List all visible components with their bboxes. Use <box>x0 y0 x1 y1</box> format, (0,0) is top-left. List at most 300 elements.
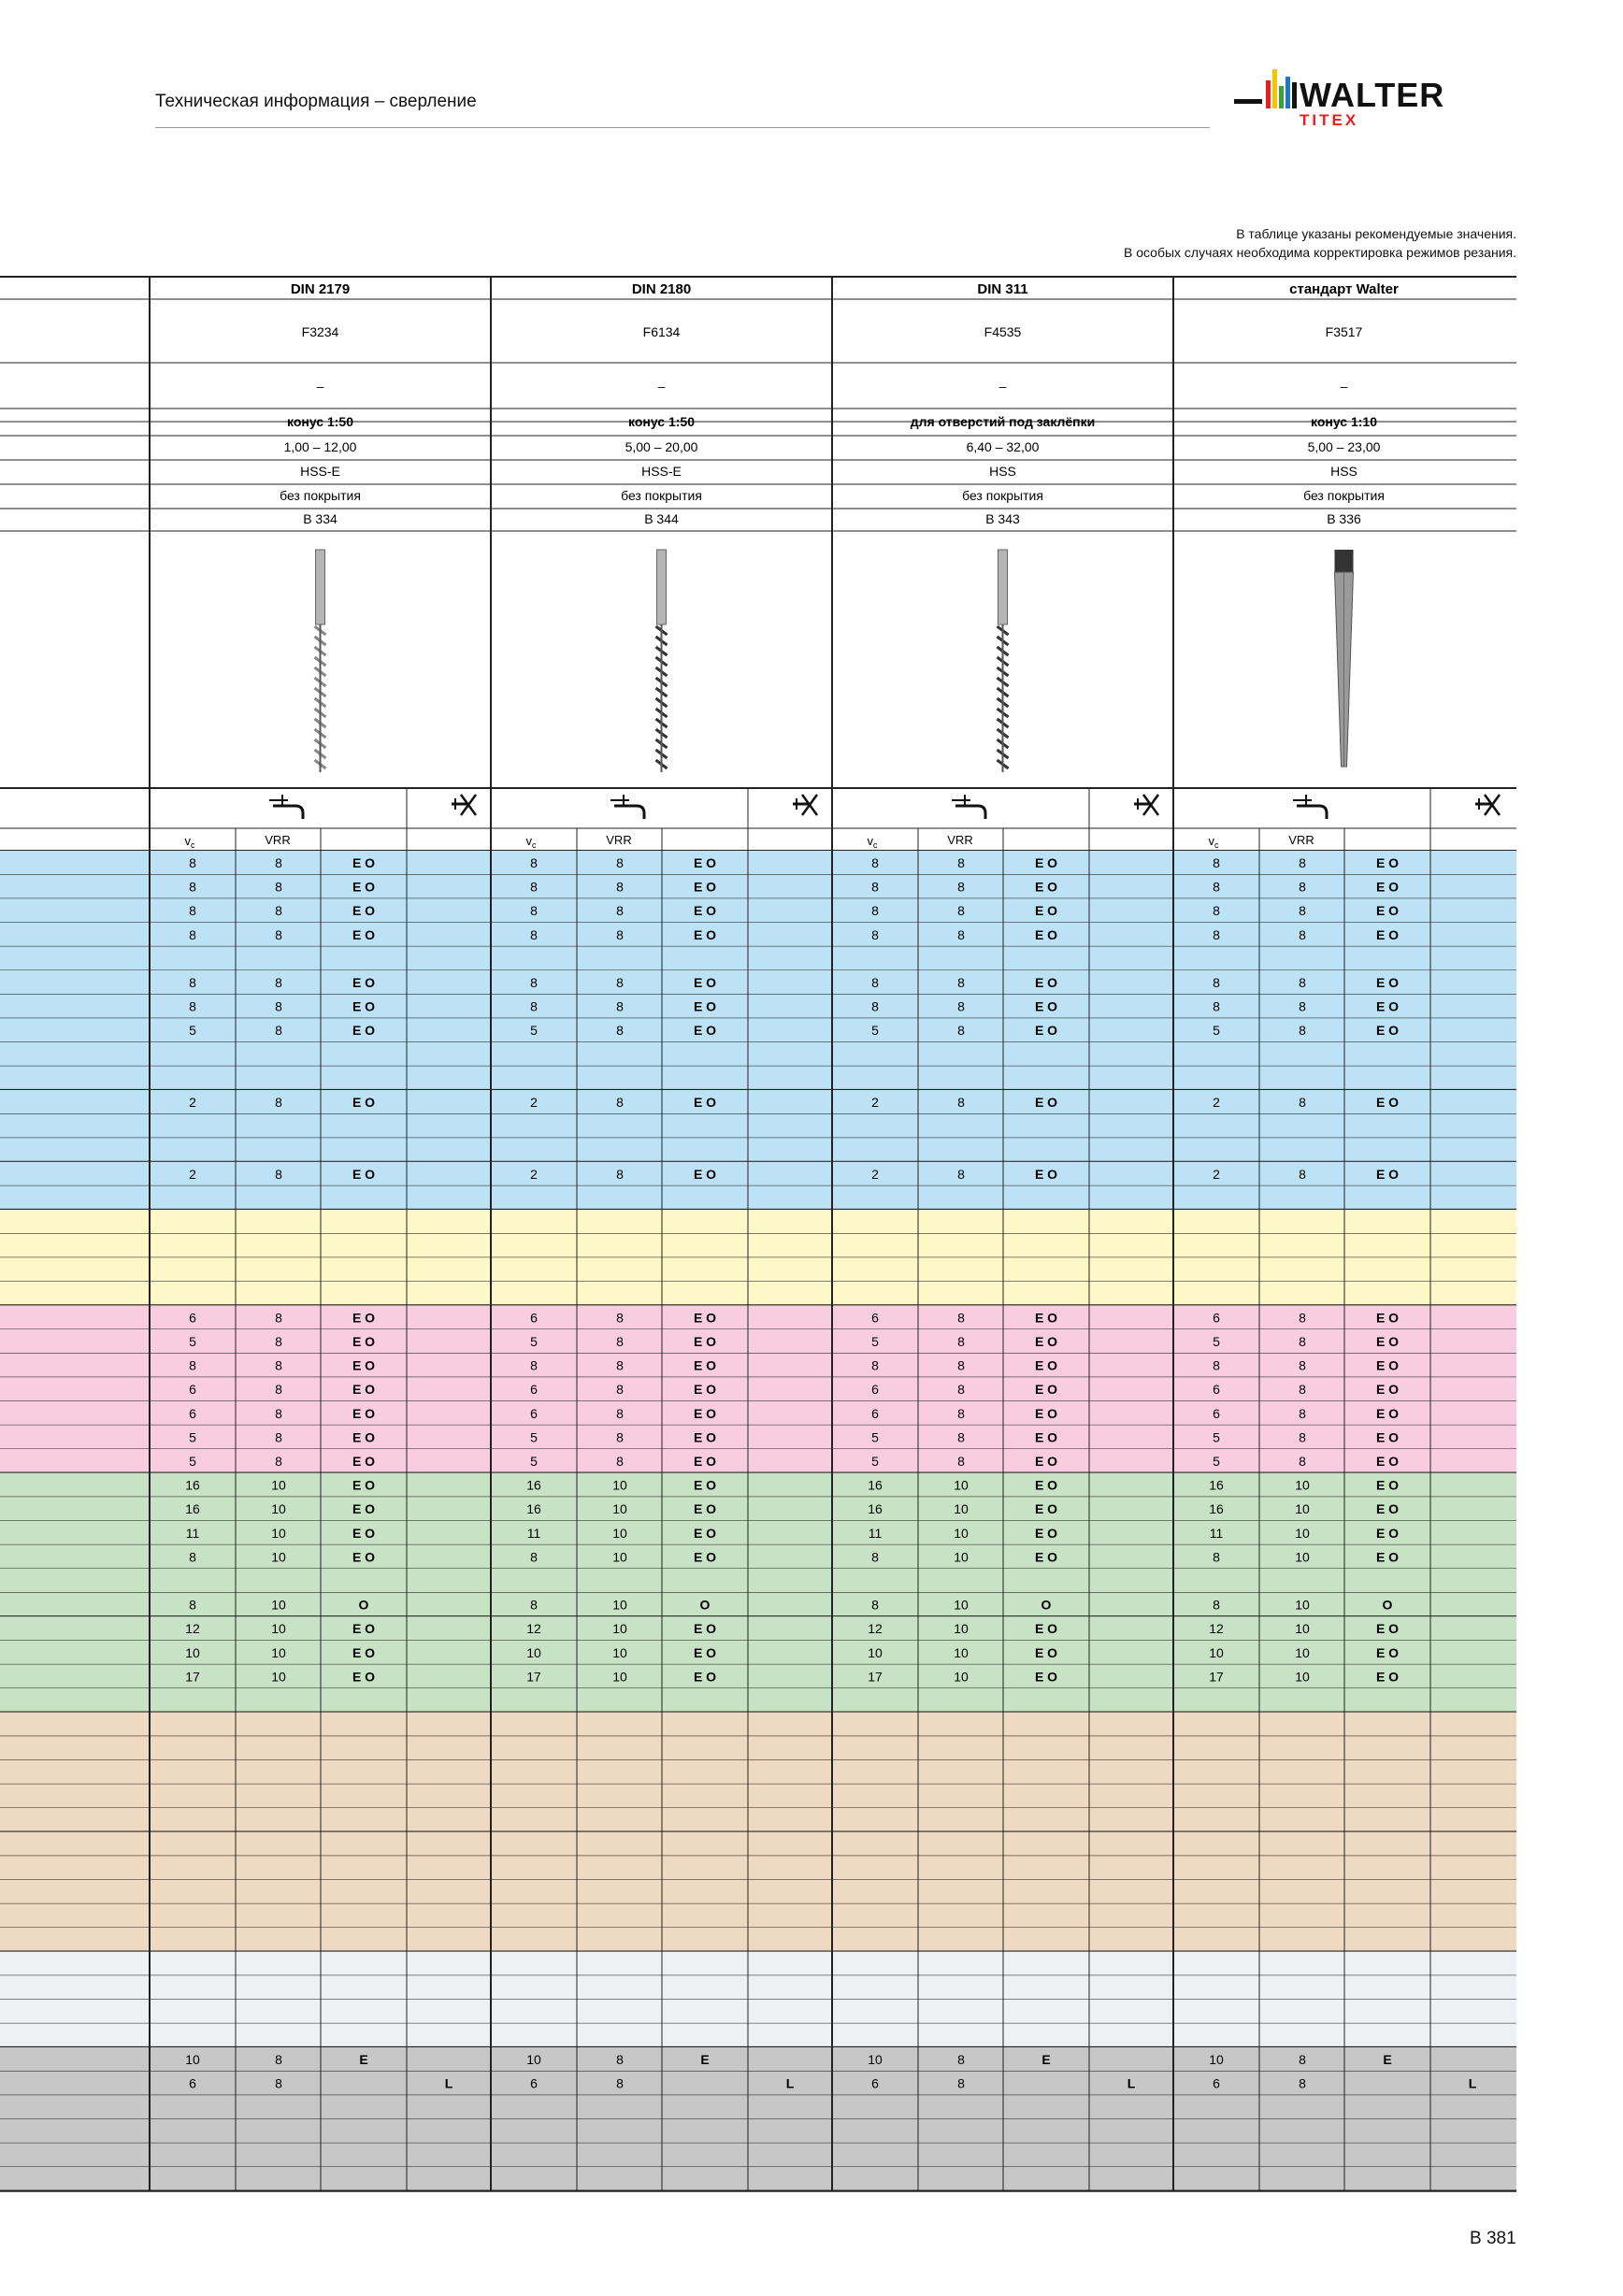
cell-vrr: 10 <box>954 1549 969 1565</box>
reamer-tool-image <box>1335 550 1354 767</box>
cell-dry-code: L <box>444 2075 453 2091</box>
cell-vrr: 10 <box>612 1644 627 1660</box>
cell-coolant-code: E O <box>352 1357 376 1373</box>
cell-vrr: 8 <box>1299 926 1306 942</box>
cell-vrr: 10 <box>612 1669 627 1685</box>
cell-vc: 16 <box>868 1477 883 1493</box>
cell-dry-code: L <box>785 2075 795 2091</box>
cell-coolant-code: E O <box>1034 1095 1058 1110</box>
cell-vc: 10 <box>1209 1644 1224 1660</box>
table-row-background <box>0 1329 1516 1354</box>
product-dash: – <box>1340 379 1348 394</box>
cell-coolant-code: E O <box>352 879 376 895</box>
cell-vc: 8 <box>530 926 538 942</box>
table-row-background <box>0 970 1516 995</box>
product-type: конус 1:50 <box>628 414 695 429</box>
cell-coolant-code: E O <box>693 1357 717 1373</box>
cell-vc: 10 <box>868 2052 883 2067</box>
cell-vrr: 10 <box>271 1669 286 1685</box>
cell-vc: 8 <box>1213 975 1220 990</box>
cell-coolant-code: E O <box>1034 1669 1058 1685</box>
cell-vrr: 8 <box>616 926 624 942</box>
cell-vrr: 8 <box>616 1382 624 1398</box>
table-row-background <box>0 1593 1516 1617</box>
cell-vc: 8 <box>530 975 538 990</box>
cell-coolant-code: E O <box>1375 879 1400 895</box>
cell-vrr: 8 <box>616 1095 624 1110</box>
table-row-background <box>0 1282 1516 1306</box>
product-code: F4535 <box>984 324 1022 339</box>
cell-vc: 5 <box>1213 1429 1220 1445</box>
cell-vrr: 8 <box>275 903 282 919</box>
cell-vrr: 8 <box>616 975 624 990</box>
coolant-tap-icon <box>269 795 303 819</box>
product-range: 1,00 – 12,00 <box>283 439 357 454</box>
cell-coolant-code: E O <box>352 903 376 919</box>
cell-vrr: 10 <box>271 1644 286 1660</box>
table-row-background <box>0 1162 1516 1186</box>
cell-vc: 5 <box>871 1334 879 1349</box>
cell-vrr: 10 <box>1295 1549 1310 1565</box>
cell-vc: 5 <box>1213 1454 1220 1469</box>
cell-dry-code: L <box>1468 2075 1477 2091</box>
cell-vrr: 8 <box>1299 1454 1306 1469</box>
cell-vc: 6 <box>530 1382 538 1398</box>
cell-coolant-code: E O <box>352 926 376 942</box>
cell-coolant-code: E O <box>693 1549 717 1565</box>
cell-vc: 8 <box>530 879 538 895</box>
table-row-background <box>0 875 1516 899</box>
cell-vc: 8 <box>871 998 879 1014</box>
product-dash: – <box>657 379 666 394</box>
cell-coolant-code: E O <box>1375 1501 1400 1517</box>
cell-vrr: 10 <box>1295 1669 1310 1685</box>
table-row-background <box>0 1090 1516 1114</box>
cell-coolant-code: E O <box>352 1525 376 1541</box>
cell-coolant-code: E O <box>352 1023 376 1039</box>
cell-coolant-code: E O <box>693 998 717 1014</box>
cell-vc: 10 <box>185 1644 200 1660</box>
cell-vrr: 10 <box>1295 1501 1310 1517</box>
cell-coolant-code: E O <box>1375 1310 1400 1326</box>
cell-coolant-code: E O <box>1375 1166 1400 1182</box>
cell-vc: 8 <box>189 998 196 1014</box>
cell-vrr: 8 <box>957 1095 965 1110</box>
cell-vc: 17 <box>1209 1669 1224 1685</box>
cell-coolant-code: E O <box>1034 879 1058 895</box>
product-dash: – <box>998 379 1007 394</box>
cell-coolant-code: E O <box>1375 1095 1400 1110</box>
cell-vc: 2 <box>1213 1095 1220 1110</box>
table-row-background <box>0 1688 1516 1713</box>
cell-coolant-code: E O <box>1034 1310 1058 1326</box>
table-row-background <box>0 1808 1516 1832</box>
note-line-2: В особых случаях необходима корректировка режимов резания. <box>1123 245 1516 260</box>
cell-vc: 6 <box>1213 1382 1220 1398</box>
cell-coolant-code: E O <box>1375 1405 1400 1421</box>
cell-coolant-code: E O <box>1034 1454 1058 1469</box>
cell-coolant-code: E O <box>352 855 376 870</box>
cell-coolant-code: E O <box>693 975 717 990</box>
reamer-tool-image <box>998 550 1009 772</box>
cell-vc: 5 <box>189 1334 196 1349</box>
cell-vrr: 8 <box>1299 1334 1306 1349</box>
product-type: конус 1:50 <box>287 414 353 429</box>
svg-text:WALTER: WALTER <box>1300 76 1445 114</box>
coolant-tap-icon <box>952 795 985 819</box>
table-row-background <box>0 851 1516 875</box>
cell-coolant-code: E <box>700 2052 710 2067</box>
cell-vrr: 8 <box>1299 1095 1306 1110</box>
table-row-background <box>0 2119 1516 2144</box>
cell-vc: 8 <box>530 1549 538 1565</box>
cell-vrr: 8 <box>957 1405 965 1421</box>
cell-vrr: 8 <box>616 879 624 895</box>
cell-vrr: 8 <box>275 2052 282 2067</box>
reamer-tool-image <box>315 550 326 772</box>
cell-vrr: 10 <box>1295 1621 1310 1637</box>
table-row-background <box>0 1713 1516 1737</box>
cell-vrr: 10 <box>612 1525 627 1541</box>
cell-vrr: 8 <box>957 903 965 919</box>
cell-vc: 6 <box>189 2075 196 2091</box>
cell-vc: 5 <box>530 1023 538 1039</box>
table-row-background <box>0 1664 1516 1688</box>
vrr-subheader: VRR <box>265 833 291 847</box>
cell-vrr: 10 <box>954 1621 969 1637</box>
cell-vrr: 8 <box>957 998 965 1014</box>
cell-vc: 8 <box>189 1357 196 1373</box>
table-row-background <box>0 1760 1516 1785</box>
cell-coolant-code: E O <box>1034 1405 1058 1421</box>
cell-vrr: 10 <box>612 1549 627 1565</box>
cell-coolant-code: E O <box>693 1382 717 1398</box>
cell-vrr: 10 <box>612 1621 627 1637</box>
cell-coolant-code: E O <box>1375 1525 1400 1541</box>
cell-vrr: 8 <box>275 1357 282 1373</box>
cell-coolant-code: E O <box>693 903 717 919</box>
cell-coolant-code: E O <box>352 1310 376 1326</box>
cell-coolant-code: E O <box>693 1405 717 1421</box>
cell-vrr: 8 <box>275 1429 282 1445</box>
cell-vc: 8 <box>189 855 196 870</box>
cell-coolant-code: E O <box>693 1429 717 1445</box>
cell-coolant-code: E O <box>352 975 376 990</box>
cell-vc: 2 <box>530 1166 538 1182</box>
page-header-title: Техническая информация – сверление <box>155 92 477 111</box>
cell-vrr: 8 <box>1299 1023 1306 1039</box>
product-material: HSS-E <box>641 464 682 479</box>
cell-vc: 5 <box>189 1023 196 1039</box>
cell-vc: 12 <box>868 1621 883 1637</box>
table-row-background <box>0 1832 1516 1857</box>
cell-coolant-code: E O <box>1375 1382 1400 1398</box>
table-row-background <box>0 1138 1516 1162</box>
cell-coolant-code: E O <box>352 1549 376 1565</box>
reamer-tool-image <box>656 550 668 772</box>
table-row-background <box>0 1018 1516 1042</box>
cell-coolant-code: E O <box>693 926 717 942</box>
table-row-background <box>0 995 1516 1019</box>
cell-coolant-code: E O <box>693 1477 717 1493</box>
cell-vc: 5 <box>530 1334 538 1349</box>
cell-vrr: 8 <box>1299 975 1306 990</box>
vrr-subheader: VRR <box>606 833 632 847</box>
cell-coolant-code: E O <box>1375 855 1400 870</box>
cell-vc: 12 <box>526 1621 541 1637</box>
cell-vrr: 8 <box>1299 2052 1306 2067</box>
cell-vc: 11 <box>1209 1525 1224 1541</box>
product-material: HSS <box>989 464 1016 479</box>
cell-vc: 8 <box>530 1357 538 1373</box>
cell-vc: 10 <box>868 1644 883 1660</box>
dry-no-coolant-icon <box>793 795 817 815</box>
cell-coolant-code: E O <box>693 1669 717 1685</box>
cell-coolant-code: E O <box>1375 1357 1400 1373</box>
table-row-background <box>0 2000 1516 2024</box>
cell-coolant-code: E O <box>1034 1501 1058 1517</box>
cell-coolant-code: E O <box>1034 998 1058 1014</box>
cell-vc: 8 <box>530 855 538 870</box>
cell-vc: 5 <box>189 1454 196 1469</box>
cell-vc: 8 <box>1213 1357 1220 1373</box>
cell-coolant-code: E O <box>1375 1334 1400 1349</box>
table-row-background <box>0 1616 1516 1641</box>
cell-coolant-code: E O <box>1034 855 1058 870</box>
product-type: для отверстий под заклёпки <box>910 414 1096 429</box>
table-row-background <box>0 1210 1516 1234</box>
cell-coolant-code: E O <box>1034 1644 1058 1660</box>
table-row-background <box>0 1784 1516 1808</box>
cell-vc: 8 <box>530 1597 538 1613</box>
cell-vc: 8 <box>530 998 538 1014</box>
cell-coolant-code: E O <box>1034 1621 1058 1637</box>
product-standard: DIN 311 <box>977 281 1028 297</box>
cell-vrr: 8 <box>275 926 282 942</box>
cell-vrr: 8 <box>275 1166 282 1182</box>
cell-vc: 11 <box>526 1525 541 1541</box>
cell-coolant-code: E O <box>1034 975 1058 990</box>
cell-vrr: 8 <box>616 998 624 1014</box>
cell-coolant-code: E O <box>1034 1382 1058 1398</box>
table-row-background <box>0 1856 1516 1880</box>
cell-vrr: 8 <box>275 1310 282 1326</box>
cell-vc: 16 <box>526 1477 541 1493</box>
cell-vc: 6 <box>871 1382 879 1398</box>
product-page-ref: B 344 <box>644 511 679 526</box>
cell-vc: 6 <box>530 1405 538 1421</box>
coolant-tap-icon <box>1293 795 1327 819</box>
cell-vc: 12 <box>1209 1621 1224 1637</box>
cell-vrr: 8 <box>957 2075 965 2091</box>
cell-coolant-code: E O <box>1375 1669 1400 1685</box>
cell-vrr: 10 <box>271 1525 286 1541</box>
cell-coolant-code: E O <box>693 1621 717 1637</box>
product-code: F6134 <box>642 324 681 339</box>
table-row-background <box>0 1401 1516 1426</box>
product-standard: DIN 2179 <box>290 281 351 297</box>
vc-subheader: $v_c$ <box>184 834 195 850</box>
cell-vrr: 8 <box>616 2075 624 2091</box>
cell-coolant-code: E O <box>1034 1023 1058 1039</box>
cell-vrr: 8 <box>275 998 282 1014</box>
table-row-background <box>0 1185 1516 1210</box>
table-row-background <box>0 2167 1516 2191</box>
table-row-background <box>0 1377 1516 1401</box>
cell-coolant-code: E O <box>693 1454 717 1469</box>
cell-vrr: 10 <box>271 1477 286 1493</box>
cell-vrr: 8 <box>1299 1382 1306 1398</box>
cell-vc: 17 <box>526 1669 541 1685</box>
cell-coolant-code: E O <box>1375 1454 1400 1469</box>
cell-coolant-code: E O <box>1034 926 1058 942</box>
cell-vc: 11 <box>868 1525 883 1541</box>
cell-vc: 6 <box>530 2075 538 2091</box>
cell-dry-code: L <box>1127 2075 1136 2091</box>
cell-vc: 2 <box>871 1166 879 1182</box>
cell-vc: 8 <box>1213 926 1220 942</box>
cell-vrr: 10 <box>954 1669 969 1685</box>
cell-vrr: 8 <box>616 1405 624 1421</box>
cell-vc: 5 <box>1213 1334 1220 1349</box>
table-row-background <box>0 1354 1516 1378</box>
cell-coolant-code: E O <box>693 1095 717 1110</box>
cell-vrr: 10 <box>1295 1597 1310 1613</box>
cell-vc: 6 <box>1213 1310 1220 1326</box>
cell-vc: 12 <box>185 1621 200 1637</box>
cell-vc: 5 <box>871 1429 879 1445</box>
cell-coolant-code: E O <box>1375 926 1400 942</box>
product-dash: – <box>316 379 324 394</box>
cell-vrr: 8 <box>1299 879 1306 895</box>
vc-subheader: $v_c$ <box>1208 834 1219 850</box>
cell-vc: 2 <box>189 1095 196 1110</box>
cell-coolant-code: E O <box>1034 1429 1058 1445</box>
cell-vrr: 8 <box>957 926 965 942</box>
table-row-background <box>0 1928 1516 1952</box>
cell-coolant-code: E O <box>1034 1357 1058 1373</box>
cell-coolant-code: E O <box>693 1525 717 1541</box>
cell-vc: 16 <box>868 1501 883 1517</box>
cell-coolant-code: O <box>358 1597 369 1613</box>
page-number: B 381 <box>1470 2229 1516 2248</box>
product-code: F3234 <box>301 324 339 339</box>
cell-coolant-code: E O <box>1034 1334 1058 1349</box>
cell-vrr: 8 <box>957 1454 965 1469</box>
cell-vrr: 10 <box>954 1501 969 1517</box>
cell-vrr: 8 <box>616 1023 624 1039</box>
cell-vrr: 8 <box>275 1454 282 1469</box>
cell-coolant-code: E O <box>693 1644 717 1660</box>
cell-vc: 16 <box>1209 1501 1224 1517</box>
product-coating: без покрытия <box>280 488 361 503</box>
cell-vrr: 8 <box>957 1023 965 1039</box>
table-row-background <box>0 898 1516 923</box>
cell-coolant-code: E O <box>352 1429 376 1445</box>
product-range: 5,00 – 20,00 <box>625 439 698 454</box>
cell-coolant-code: E O <box>352 1669 376 1685</box>
cell-vc: 8 <box>1213 879 1220 895</box>
cell-vrr: 8 <box>275 1095 282 1110</box>
cell-coolant-code: E O <box>1034 1549 1058 1565</box>
cell-vc: 6 <box>530 1310 538 1326</box>
product-standard: DIN 2180 <box>631 281 692 297</box>
cell-vrr: 8 <box>616 1429 624 1445</box>
cell-vrr: 8 <box>957 1429 965 1445</box>
cell-vrr: 10 <box>612 1501 627 1517</box>
cell-vrr: 10 <box>1295 1525 1310 1541</box>
cell-vrr: 8 <box>957 1357 965 1373</box>
cell-vc: 6 <box>1213 1405 1220 1421</box>
cell-vc: 16 <box>526 1501 541 1517</box>
cell-vrr: 8 <box>616 1166 624 1182</box>
cell-vrr: 8 <box>957 2052 965 2067</box>
cell-coolant-code: O <box>699 1597 711 1613</box>
cell-vc: 8 <box>871 975 879 990</box>
cell-vc: 8 <box>871 926 879 942</box>
cell-vc: 5 <box>189 1429 196 1445</box>
vc-subheader: $v_c$ <box>525 834 537 850</box>
product-range: 6,40 – 32,00 <box>966 439 1040 454</box>
cell-vrr: 8 <box>616 1454 624 1469</box>
cell-vc: 10 <box>526 2052 541 2067</box>
cell-vc: 6 <box>871 2075 879 2091</box>
cell-vrr: 8 <box>1299 1405 1306 1421</box>
dry-no-coolant-icon <box>1475 795 1500 815</box>
cell-vc: 8 <box>871 1357 879 1373</box>
table-row-background <box>0 1569 1516 1593</box>
table-row-background <box>0 1066 1516 1090</box>
cell-vc: 10 <box>1209 2052 1224 2067</box>
cell-vrr: 8 <box>616 2052 624 2067</box>
cell-vrr: 10 <box>1295 1644 1310 1660</box>
cell-coolant-code: O <box>1041 1597 1052 1613</box>
svg-text:TITEX: TITEX <box>1300 111 1359 129</box>
product-page-ref: B 334 <box>303 511 338 526</box>
cell-vrr: 8 <box>275 975 282 990</box>
vc-subheader: $v_c$ <box>867 834 878 850</box>
cell-coolant-code: E O <box>352 1621 376 1637</box>
table-row-background <box>0 1305 1516 1329</box>
table-row-background <box>0 923 1516 947</box>
table-row-background <box>0 1736 1516 1760</box>
cell-coolant-code: E O <box>352 1095 376 1110</box>
cell-vrr: 8 <box>616 903 624 919</box>
cell-coolant-code: O <box>1382 1597 1393 1613</box>
cell-vc: 8 <box>530 903 538 919</box>
cell-coolant-code: E O <box>352 1382 376 1398</box>
cell-coolant-code: E O <box>352 1477 376 1493</box>
cell-vc: 8 <box>1213 998 1220 1014</box>
table-row-background <box>0 2047 1516 2072</box>
cell-vrr: 8 <box>1299 1357 1306 1373</box>
cell-vrr: 8 <box>1299 855 1306 870</box>
cell-vrr: 8 <box>1299 1310 1306 1326</box>
coolant-tap-icon <box>610 795 644 819</box>
cell-vrr: 8 <box>957 1310 965 1326</box>
cell-vc: 10 <box>526 1644 541 1660</box>
cell-vrr: 8 <box>275 879 282 895</box>
cell-vc: 6 <box>189 1310 196 1326</box>
cell-coolant-code: E O <box>1034 1525 1058 1541</box>
cell-vrr: 8 <box>275 855 282 870</box>
cell-coolant-code: E O <box>1034 903 1058 919</box>
product-material: HSS <box>1330 464 1357 479</box>
cell-vrr: 10 <box>954 1525 969 1541</box>
cell-vrr: 8 <box>1299 1166 1306 1182</box>
cell-coolant-code: E O <box>352 998 376 1014</box>
product-type: конус 1:10 <box>1311 414 1377 429</box>
